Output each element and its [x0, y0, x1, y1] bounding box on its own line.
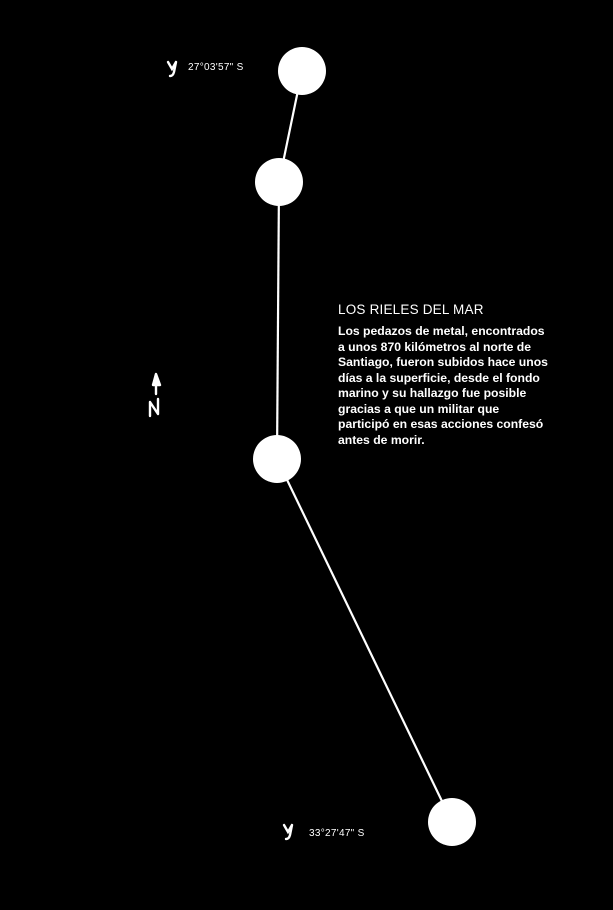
point-4 [428, 798, 476, 846]
route-segment-3 [277, 459, 452, 822]
north-arrow-icon [150, 374, 160, 416]
article-text-block [338, 302, 578, 448]
y-marker-icon [284, 825, 292, 839]
point-1 [278, 47, 326, 95]
y-marker-icon [168, 62, 176, 76]
latitude-north-label: 27°03'57" S [188, 62, 244, 73]
route-segment-2 [277, 182, 279, 459]
point-3 [253, 435, 301, 483]
article-body: Los pedazos de metal, encontrados a unos 870 kilómetros al norte de Santiago, fueron subidos hace unos días a la superficie, desde el fondo marino y su hallazgo fue posible gracias a que un militar que participó en esas acciones confesó antes de morir. [338, 324, 548, 447]
article-title: LOS RIELES DEL MAR [338, 302, 484, 317]
point-2 [255, 158, 303, 206]
latitude-south-label: 33°27'47" S [309, 828, 365, 839]
